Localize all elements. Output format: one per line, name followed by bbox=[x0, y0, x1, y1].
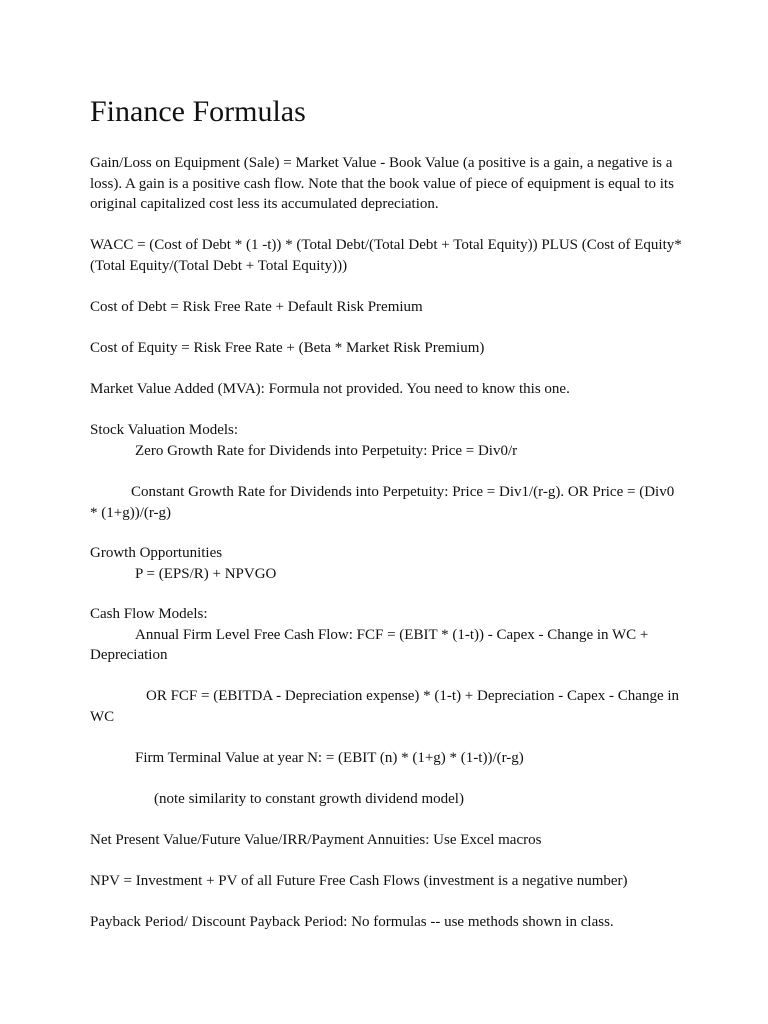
stock-valuation-heading: Stock Valuation Models: bbox=[90, 422, 239, 438]
zero-growth-formula: Zero Growth Rate for Dividends into Perpetuity: Price = Div0/r bbox=[135, 442, 518, 459]
terminal-value-note: (note similarity to constant growth dividend model) bbox=[154, 791, 464, 807]
cash-flow-heading: Cash Flow Models: bbox=[90, 606, 208, 622]
npv-formula-paragraph: NPV = Investment + PV of all Future Free Cash Flows (investment is a negative number) bbox=[90, 873, 628, 889]
cost-of-debt-paragraph: Cost of Debt = Risk Free Rate + Default Risk Premium bbox=[90, 299, 423, 315]
growth-opportunities-formula: P = (EPS/R) + NPVGO bbox=[135, 565, 277, 582]
cash-flow-section bbox=[90, 604, 682, 666]
npv-excel-paragraph: Net Present Value/Future Value/IRR/Payment Annuities: Use Excel macros bbox=[90, 832, 542, 848]
or-fcf-formula: OR FCF = (EBITDA - Depreciation expense) * (1-t) + Depreciation - Capex - Change in WC bbox=[90, 688, 680, 725]
growth-opportunities-heading: Growth Opportunities bbox=[90, 545, 223, 561]
growth-opportunities-section bbox=[90, 543, 682, 584]
terminal-value-formula: Firm Terminal Value at year N: = (EBIT (n) * (1+g) * (1-t))/(r-g) bbox=[135, 750, 524, 766]
gain-loss-paragraph: Gain/Loss on Equipment (Sale) = Market Value - Book Value (a positive is a gain, a negative is a loss). A gain is a positive cash flow. Note that the book value of piece of equipment is equal to its original capitalized cost less its accumulated depreciation. bbox=[90, 155, 674, 213]
annual-fcf-formula: Annual Firm Level Free Cash Flow: FCF = (EBIT * (1-t)) - Capex - Change in WC + Depreciation bbox=[90, 626, 649, 664]
wacc-paragraph: WACC = (Cost of Debt * (1 -t)) * (Total Debt/(Total Debt + Total Equity)) PLUS (Cost of Equity* (Total Equity/(Total Debt + Total Equity))) bbox=[90, 237, 682, 274]
mva-paragraph: Market Value Added (MVA): Formula not provided. You need to know this one. bbox=[90, 381, 570, 397]
document-title: Finance Formulas bbox=[90, 95, 306, 128]
constant-growth-formula: Constant Growth Rate for Dividends into Perpetuity: Price = Div1/(r-g). OR Price = (Div0 * (1+g))/(r-g) bbox=[90, 484, 675, 521]
cost-of-equity-paragraph: Cost of Equity = Risk Free Rate + (Beta * Market Risk Premium) bbox=[90, 340, 485, 356]
stock-valuation-section bbox=[90, 420, 682, 461]
payback-paragraph: Payback Period/ Discount Payback Period: No formulas -- use methods shown in class. bbox=[90, 914, 614, 930]
